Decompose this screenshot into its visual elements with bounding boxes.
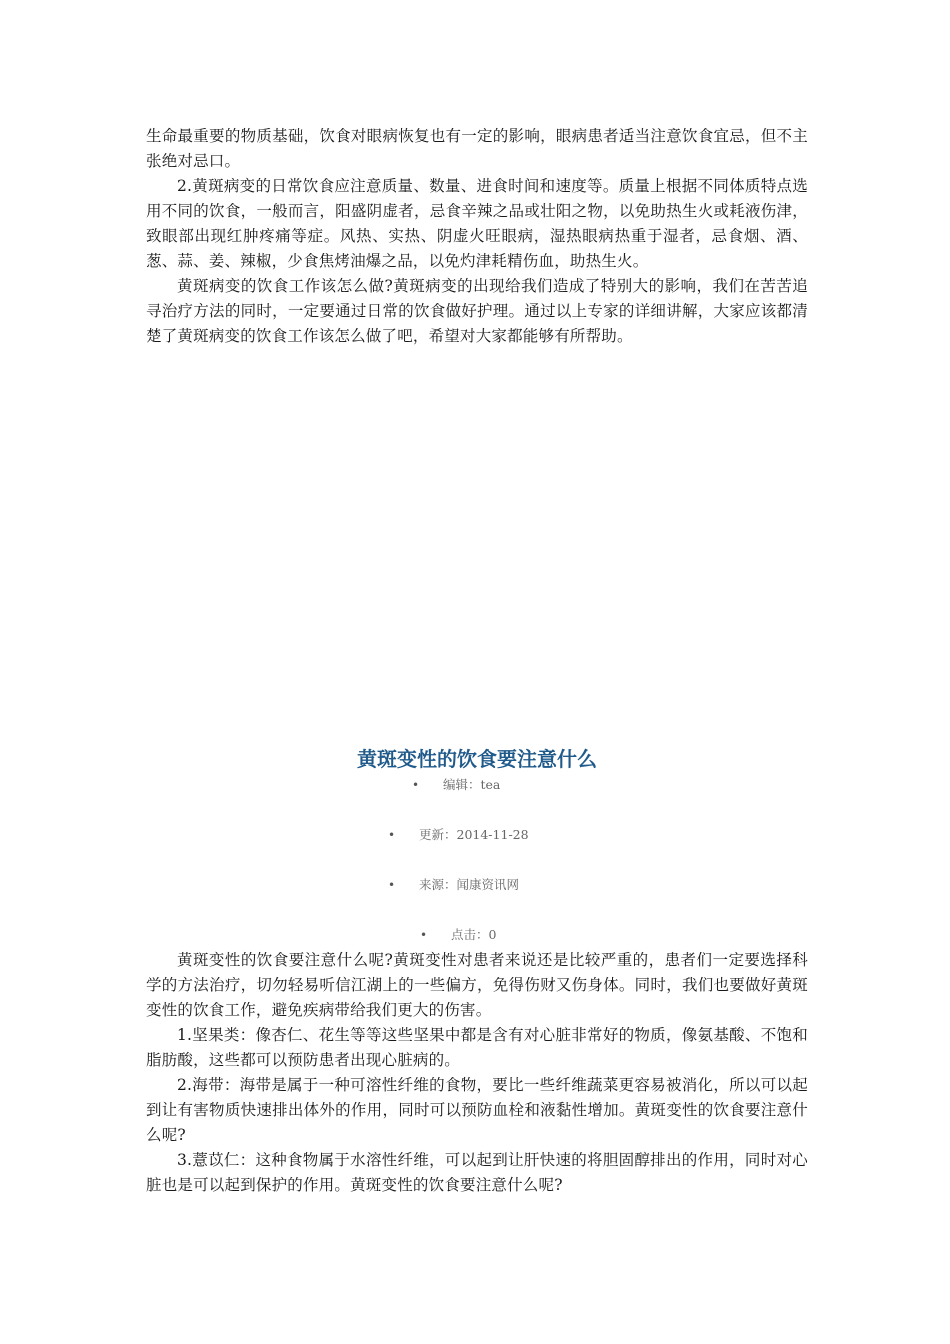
meta-updated (146, 824, 808, 874)
meta-editor-text: 编辑：tea (443, 777, 501, 792)
article-title: 黄斑变性的饮食要注意什么 (357, 747, 597, 771)
bullet-icon: • (412, 778, 420, 792)
bullet-icon: • (388, 878, 396, 892)
meta-clicks-text: 点击：0 (451, 927, 497, 942)
body-paragraph: 1.坚果类：像杏仁、花生等等这些坚果中都是含有对心脏非常好的物质，像氨基酸、不饱和脂肪酸，这些都可以预防患者出现心脏病的。 (146, 1026, 808, 1069)
article-meta-list (146, 774, 808, 946)
meta-source-text: 来源：闻康资讯网 (419, 877, 520, 892)
body-paragraph: 黄斑变性的饮食要注意什么呢?黄斑变性对患者来说还是比较严重的，患者们一定要选择科学的方法治疗，切勿轻易听信江湖上的一些偏方，免得伤财又伤身体。同时，我们也要做好黄斑变性的饮食工作，避免疾病带给我们更大的伤害。 (146, 951, 808, 1019)
body-paragraph: 3.薏苡仁：这种食物属于水溶性纤维，可以起到让肝快速的将胆固醇排出的作用，同时对心脏也是可以起到保护的作用。黄斑变性的饮食要注意什么呢? (146, 1151, 808, 1194)
body-paragraph: 2.海带：海带是属于一种可溶性纤维的食物，要比一些纤维蔬菜更容易被消化，所以可以起到让有害物质快速排出体外的作用，同时可以预防血栓和液黏性增加。黄斑变性的饮食要注意什么呢? (146, 1076, 808, 1144)
meta-clicks (146, 924, 808, 946)
meta-editor (146, 774, 808, 824)
bullet-icon: • (388, 828, 396, 842)
previous-article-tail (146, 124, 808, 349)
body-paragraph: 2.黄斑病变的日常饮食应注意质量、数量、进食时间和速度等。质量上根据不同体质特点选用不同的饮食，一般而言，阳盛阴虚者，忌食辛辣之品或壮阳之物，以免助热生火或耗液伤津，致眼部出现红肿疼痛等症。风热、实热、阴虚火旺眼病，湿热眼病热重于湿者，忌食烟、酒、葱、蒜、姜、辣椒，少食焦烤油爆之品，以免灼津耗精伤血，助热生火。 (146, 177, 808, 270)
article (146, 744, 808, 1198)
body-paragraph: 黄斑病变的饮食工作该怎么做?黄斑病变的出现给我们造成了特别大的影响，我们在苦苦追寻治疗方法的同时，一定要通过日常的饮食做好护理。通过以上专家的详细讲解，大家应该都清楚了黄斑病变的饮食工作该怎么做了吧，希望对大家都能够有所帮助。 (146, 277, 808, 345)
meta-updated-text: 更新：2014-11-28 (419, 827, 529, 842)
body-paragraph: 生命最重要的物质基础，饮食对眼病恢复也有一定的影响，眼病患者适当注意饮食宜忌，但不主张绝对忌口。 (146, 127, 808, 170)
bullet-icon: • (420, 928, 428, 942)
meta-source (146, 874, 808, 924)
